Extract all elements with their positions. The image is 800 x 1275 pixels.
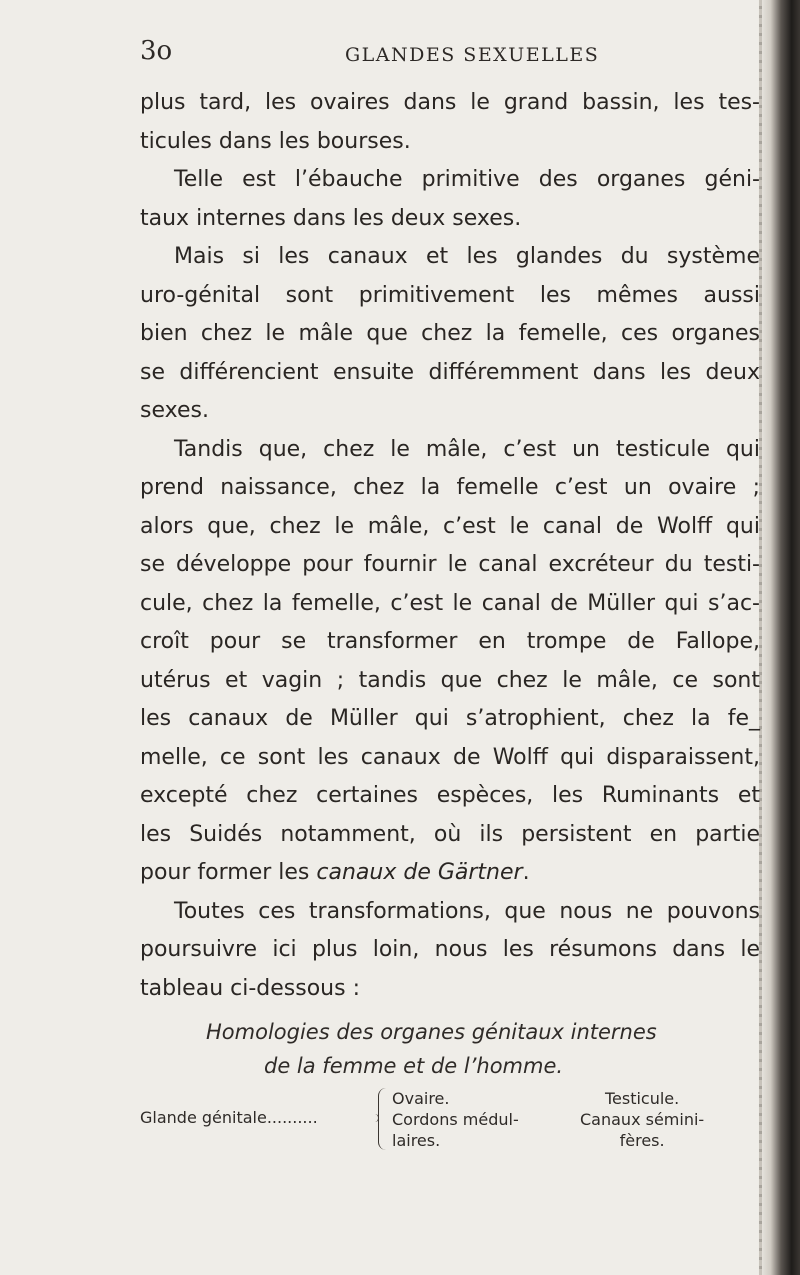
male-cell: Testicule.	[604, 1089, 680, 1108]
text-line: sexes.	[140, 398, 209, 423]
text-line: alors que, chez le mâle, c’est le canal de Wolff qui	[140, 513, 760, 539]
text-line: ticules dans les bourses.	[140, 128, 411, 154]
text-line: se différencient ensuite différemment dans les deux	[140, 359, 760, 385]
male-column	[580, 1088, 704, 1151]
text-line: Tandis que, chez le mâle, c’est un testicule qui	[174, 436, 760, 462]
running-title: GLANDES SEXUELLES	[345, 44, 600, 66]
text-line	[140, 854, 760, 893]
italic-term: canaux de Gärtner	[316, 860, 523, 885]
text-line: bien chez le mâle que chez la femelle, ces organes	[140, 321, 760, 346]
text-line: uro-génital sont primitivement les mêmes aussi	[140, 282, 760, 308]
text-line: Toutes ces transformations, que nous ne pouvons	[174, 898, 760, 924]
text-line: melle, ce sont les canaux de Wolff qui disparaissent,	[140, 744, 760, 770]
male-cell: Canaux sémini-	[580, 1110, 705, 1129]
text-line: se développe pour fournir le canal excréteur du testi-	[140, 552, 760, 577]
text-line: Mais si les canaux et les glandes du système	[174, 244, 760, 269]
text-line: cule, chez la femelle, c’est le canal de Müller qui s’ac-	[140, 590, 760, 616]
text-segment: pour former les	[140, 860, 310, 885]
text-line: Telle est l’ébauche primitive des organes géni-	[174, 167, 760, 192]
text-line: prend naissance, chez la femelle c’est un ovaire ;	[140, 475, 760, 500]
female-column	[392, 1088, 519, 1151]
page-number: 3o	[140, 36, 173, 66]
text-line: excepté chez certaines espèces, les Ruminants et	[140, 783, 760, 808]
female-cell: Cordons médul-	[392, 1110, 519, 1129]
brace	[378, 1088, 389, 1150]
text-line: poursuivre ici plus loin, nous les résumons dans le	[140, 937, 760, 962]
text-line: plus tard, les ovaires dans le grand bassin, les tes-	[140, 90, 760, 115]
text-line: les canaux de Müller qui s’atrophient, chez la fe_	[140, 706, 760, 731]
text-segment: .	[522, 860, 530, 885]
row-label: Glande génitale..........	[140, 1108, 318, 1127]
text-line: tableau ci-dessous :	[140, 975, 360, 1001]
text-line: taux internes dans les deux sexes.	[140, 205, 522, 231]
text-line: utérus et vagin ; tandis que chez le mâle, ce sont	[140, 667, 760, 693]
text-line: les Suidés notamment, où ils persistent en partie	[140, 821, 760, 847]
homology-table	[140, 1088, 760, 1158]
male-cell: fères.	[619, 1131, 665, 1150]
female-cell: laires.	[392, 1131, 441, 1150]
caption-line: Homologies des organes génitaux internes	[206, 1020, 657, 1044]
text-line: croît pour se transformer en trompe de Fallope,	[140, 629, 760, 654]
book-spine-shadow	[758, 0, 800, 1275]
caption-line: de la femme et de l’homme.	[264, 1054, 564, 1078]
page-header	[140, 36, 750, 76]
body-text	[140, 84, 760, 1008]
female-cell: Ovaire.	[392, 1089, 450, 1108]
